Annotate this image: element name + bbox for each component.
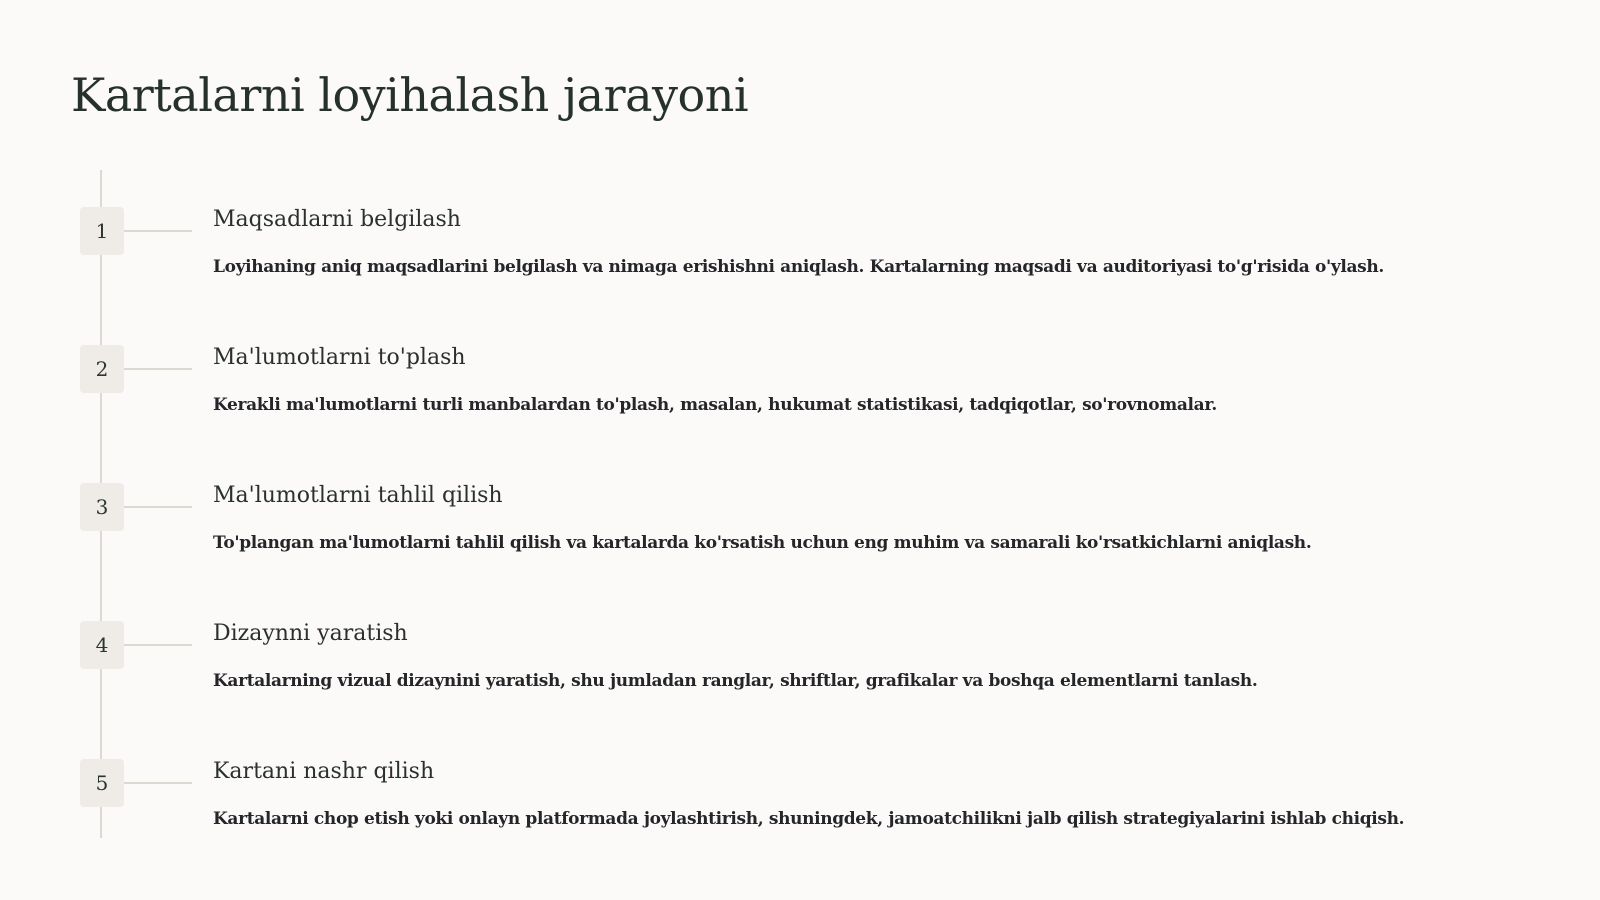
step-number-badge: 1 [80,207,124,255]
step-connector [124,782,192,784]
step-number-badge: 3 [80,483,124,531]
timeline-step-3 [0,463,1600,583]
step-title: Ma'lumotlarni to'plash [213,345,466,370]
step-description: To'plangan ma'lumotlarni tahlil qilish va kartalarda ko'rsatish uchun eng muhim va samarali ko'rsatkichlarni aniqlash. [213,533,1312,553]
timeline-step-5 [0,739,1600,859]
step-number-badge: 4 [80,621,124,669]
step-title: Ma'lumotlarni tahlil qilish [213,483,503,508]
step-title: Dizaynni yaratish [213,621,408,646]
step-number-badge: 5 [80,759,124,807]
step-description: Kerakli ma'lumotlarni turli manbalardan to'plash, masalan, hukumat statistikasi, tadqiqotlar, so'rovnomalar. [213,395,1217,415]
step-connector [124,230,192,232]
page-title: Kartalarni loyihalash jarayoni [71,68,749,122]
step-description: Loyihaning aniq maqsadlarini belgilash va nimaga erishishni aniqlash. Kartalarning maqsadi va auditoriyasi to'g'risida o'ylash. [213,257,1384,277]
step-connector [124,644,192,646]
step-title: Kartani nashr qilish [213,759,435,784]
step-number-badge: 2 [80,345,124,393]
step-description: Kartalarni chop etish yoki onlayn platformada joylashtirish, shuningdek, jamoatchilikni jalb qilish strategiyalarini ishlab chiqish. [213,809,1405,829]
step-title: Maqsadlarni belgilash [213,207,461,232]
timeline-step-4 [0,601,1600,721]
timeline-step-2 [0,325,1600,445]
step-connector [124,368,192,370]
step-connector [124,506,192,508]
timeline-step-1 [0,187,1600,307]
step-description: Kartalarning vizual dizaynini yaratish, shu jumladan ranglar, shriftlar, grafikalar va boshqa elementlarni tanlash. [213,671,1258,691]
